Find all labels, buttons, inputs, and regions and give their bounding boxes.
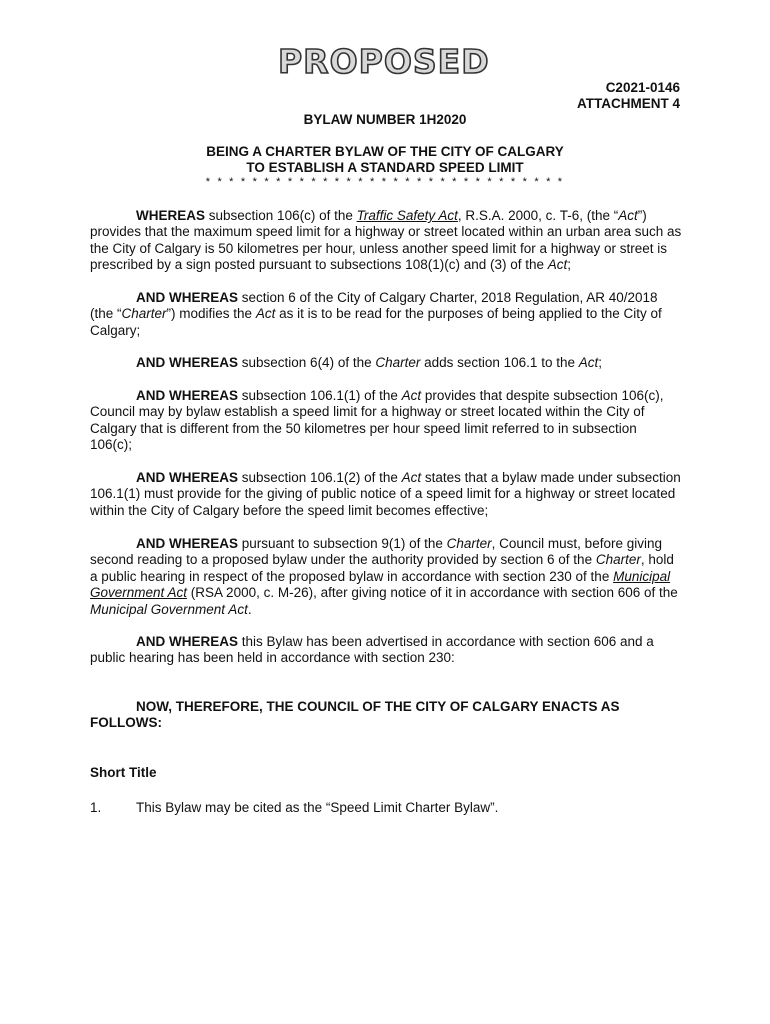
act-reference: Act — [401, 388, 422, 403]
whereas-lead: AND WHEREAS — [136, 355, 239, 370]
whereas-lead: AND WHEREAS — [136, 290, 239, 305]
text: section 6 of the City of Calgary Charter, 2018 Regulation, AR 40/2018 (the “ — [90, 290, 658, 322]
whereas-lead: WHEREAS — [136, 208, 206, 223]
whereas-lead: AND WHEREAS — [136, 634, 239, 649]
attachment-label: ATTACHMENT 4 — [577, 96, 680, 111]
mga-name-link: Municipal Government Act — [90, 568, 671, 601]
bylaw-title-line-2: TO ESTABLISH A STANDARD SPEED LIMIT — [246, 160, 524, 175]
paragraph-whereas-6 — [90, 536, 682, 618]
paragraph-whereas-4 — [90, 388, 682, 454]
text: pursuant to subsection 9(1) of the — [238, 536, 447, 551]
paragraph-whereas-3 — [90, 355, 682, 371]
mga-reference: Municipal Government Act — [90, 601, 248, 617]
star-divider: * * * * * * * * * * * * * * * * * * * * * * * * * * * * * * * — [205, 176, 565, 188]
text: subsection 106.1(2) of the — [238, 470, 402, 485]
reference-code: C2021-0146 — [605, 80, 680, 95]
text: , Council must, before giving second reading to a proposed bylaw under the authority provided by section 6 of the — [90, 536, 662, 568]
act-reference: Act — [255, 306, 276, 322]
text: , hold a public hearing in respect of the proposed bylaw in accordance with section 230 of the — [90, 552, 674, 584]
whereas-lead: AND WHEREAS — [136, 470, 239, 485]
act-reference: Act — [618, 208, 638, 223]
act-reference: Act — [401, 470, 422, 485]
text: subsection 106.1(1) of the — [238, 388, 402, 403]
text: states that a bylaw made under subsection 106.1(1) must provide for the giving of public notice of a speed limit for a highway or street located within the City of Calgary before the speed limit becomes effective; — [90, 470, 681, 518]
text: subsection 106(c) of the — [205, 208, 357, 223]
text: ”) provides that the maximum speed limit for a highway or street located within an urban area such as the City of Calgary is 50 kilometres per hour, unless another speed limit for a highway or street is prescribed by a sign posted pursuant to subsections 108(1)(c) and (3) of the — [90, 208, 682, 273]
act-name-link: Traffic Safety Act — [356, 208, 458, 223]
clause-text: This Bylaw may be cited as the “Speed Limit Charter Bylaw”. — [136, 800, 499, 815]
paragraph-whereas-5 — [90, 470, 682, 519]
bylaw-title — [0, 144, 770, 176]
act-reference: Act — [578, 355, 599, 370]
paragraph-whereas-1 — [90, 208, 682, 274]
text: ; — [567, 257, 572, 273]
document-reference — [577, 80, 680, 112]
short-title-heading: Short Title — [90, 765, 157, 780]
text: subsection 6(4) of the — [238, 355, 376, 370]
bylaw-number: BYLAW NUMBER 1H2020 — [303, 112, 467, 127]
whereas-lead: AND WHEREAS — [136, 388, 239, 403]
act-reference: Act — [547, 257, 568, 273]
whereas-lead: AND WHEREAS — [136, 536, 239, 551]
text: (RSA 2000, c. M-26), after giving notice of it in accordance with section 606 of the — [187, 585, 678, 601]
text: ”) modifies the — [166, 306, 256, 322]
paragraph-whereas-7 — [90, 634, 682, 667]
text: adds section 106.1 to the — [420, 355, 579, 370]
text: this Bylaw has been advertised in accordance with section 606 and a public hearing has been held in accordance with section 230: — [90, 634, 654, 666]
bylaw-title-line-1: BEING A CHARTER BYLAW OF THE CITY OF CALGARY — [206, 144, 564, 159]
text: . — [247, 601, 252, 617]
charter-reference: Charter — [446, 536, 492, 551]
enacting-clause — [90, 699, 682, 732]
charter-reference: Charter — [121, 306, 167, 322]
text: as it is to be read for the purposes of being applied to the City of Calgary; — [90, 306, 662, 338]
clause-number: 1. — [90, 800, 102, 815]
text: provides that despite subsection 106(c), Council may by bylaw establish a speed limit for a highway or street located within the City of Calgary that is different from the 50 kilometres per hour speed limit referred to in subsection 106(c); — [90, 388, 664, 453]
charter-reference: Charter — [375, 355, 421, 370]
proposed-stamp: PROPOSED — [278, 42, 490, 81]
charter-reference: Charter — [595, 552, 641, 568]
text: ; — [598, 355, 603, 370]
text: , R.S.A. 2000, c. T-6, (the “ — [457, 208, 619, 223]
paragraph-whereas-2 — [90, 290, 682, 339]
enacting-text: NOW, THEREFORE, THE COUNCIL OF THE CITY OF CALGARY ENACTS AS FOLLOWS: — [90, 699, 620, 731]
